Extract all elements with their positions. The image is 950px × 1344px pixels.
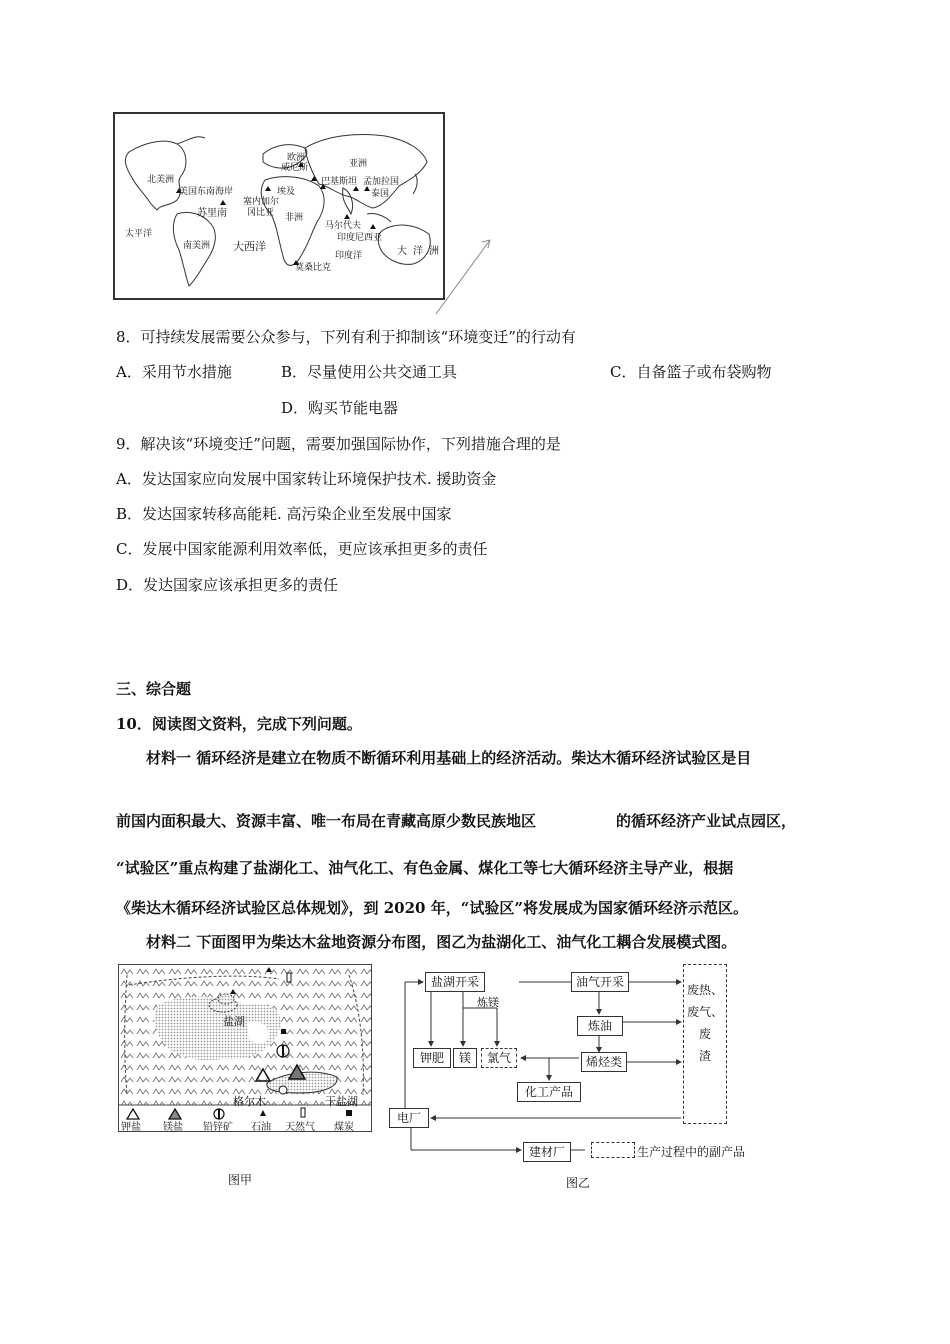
node-salt-mining: 盐湖开采: [425, 972, 485, 992]
material-1-line-3: “试验区”重点构建了盐湖化工、油气化工、有色金属、煤化工等七大循环经济主导产业，根据: [116, 859, 734, 877]
q8-option-c[interactable]: C．自备篮子或布袋购物: [610, 363, 772, 381]
label-indian-ocean: 印度洋: [335, 251, 363, 261]
label-asia: 亚洲: [349, 159, 368, 169]
legend-lead-zinc: 铅锌矿: [203, 1122, 233, 1132]
label-golmud: 格尔木: [233, 1095, 266, 1108]
q8-stem: 8．可持续发展需要公众参与，下列有利于抑制该“环境变迁”的行动有: [116, 328, 576, 346]
node-chem-products: 化工产品: [517, 1082, 581, 1102]
label-mg-smelting: 炼镁: [477, 996, 499, 1009]
q8-option-a[interactable]: A．采用节水措施: [116, 363, 232, 381]
q8-option-b[interactable]: B．尽量使用公共交通工具: [281, 363, 458, 381]
waste-line-3: 废: [698, 1027, 711, 1041]
figure-jia-caption: 图甲: [228, 1173, 253, 1187]
label-africa: 非洲: [285, 213, 304, 223]
waste-line-1: 废热、: [686, 983, 723, 997]
q9-stem: 9．解决该“环境变迁”问题，需要加强国际协作，下列措施合理的是: [116, 435, 561, 453]
section-3-title: 三、综合题: [116, 680, 192, 698]
label-venice: 威尼斯: [281, 163, 309, 173]
node-magnesium: 镁: [453, 1048, 477, 1068]
node-chlorine: 氯气: [481, 1048, 517, 1068]
world-map: [113, 112, 445, 300]
label-thailand: 泰国: [371, 189, 390, 199]
node-refining: 炼油: [577, 1016, 623, 1036]
label-europe: 欧洲: [287, 153, 306, 163]
node-olefins: 烯烃类: [581, 1052, 627, 1072]
figure-yi: [385, 962, 785, 1172]
label-gambia: 冈比亚: [247, 208, 275, 218]
node-building-materials: 建材厂: [523, 1142, 571, 1162]
label-pakistan: 巴基斯坦: [321, 177, 358, 187]
node-waste: [683, 964, 727, 1124]
label-south-america: 南美洲: [183, 241, 211, 251]
material-1-line-1: 材料一 循环经济是建立在物质不断循环利用基础上的经济活动。柴达木循环经济试验区是目: [146, 749, 752, 767]
label-salt-lake: 盐湖: [223, 1015, 245, 1028]
waste-line-4: 渣: [698, 1049, 711, 1063]
material-1-line-2a: 前国内面积最大、资源丰富、唯一布局在青藏高原少数民族地区: [116, 812, 537, 830]
label-egypt: 埃及: [277, 187, 296, 197]
legend-natural-gas: 天然气: [285, 1122, 315, 1132]
legend-coal: 煤炭: [334, 1122, 354, 1132]
node-oil-gas: 油气开采: [571, 972, 629, 992]
crop-line: [434, 236, 494, 316]
q10-stem: 10．阅读图文资料，完成下列问题。: [116, 715, 362, 733]
waste-line-2: 废气、: [686, 1005, 723, 1019]
figure-jia: [118, 964, 372, 1132]
label-mozambique: 莫桑比克: [295, 263, 332, 273]
label-suriname: 苏里南: [197, 208, 227, 219]
label-us-se-coast: 美国东南海岸: [179, 187, 234, 197]
material-2: 材料二 下面图甲为柴达木盆地资源分布图，图乙为盐湖化工、油气化工耦合发展模式图。: [146, 933, 737, 951]
legend-magnesium-salt: 镁盐: [163, 1122, 183, 1132]
q9-option-b[interactable]: B．发达国家转移高能耗. 高污染企业至发展中国家: [116, 505, 452, 523]
q9-option-a[interactable]: A．发达国家应向发展中国家转让环境保护技术. 援助资金: [116, 470, 497, 488]
legend-potassium-salt: 钾盐: [121, 1122, 141, 1132]
q8-option-d[interactable]: D．购买节能电器: [281, 399, 399, 417]
label-senegal: 塞内加尔: [243, 197, 280, 207]
legend-byproduct-label: 生产过程中的副产品: [637, 1145, 746, 1159]
label-pacific: 太平洋: [125, 229, 153, 239]
material-1-line-2b: 的循环经济产业试点园区，: [616, 812, 797, 830]
q9-option-c[interactable]: C．发展中国家能源利用效率低，更应该承担更多的责任: [116, 540, 488, 558]
node-power-plant: 电厂: [389, 1108, 429, 1128]
label-north-america: 北美洲: [147, 175, 175, 185]
label-bangladesh: 孟加拉国: [363, 177, 400, 187]
legend-oil: 石油: [251, 1122, 271, 1132]
node-potash: 钾肥: [413, 1048, 451, 1068]
figure-yi-caption: 图乙: [566, 1176, 591, 1190]
label-gan-salt-lake: 干盐湖: [325, 1095, 358, 1108]
label-indonesia: 印度尼西亚: [337, 233, 383, 243]
label-atlantic: 大西洋: [233, 240, 266, 253]
label-oceania: 大洋洲: [397, 246, 445, 257]
q9-option-d[interactable]: D．发达国家应该承担更多的责任: [116, 576, 339, 594]
legend-byproduct-box: [591, 1142, 635, 1158]
material-1-line-4: 《柴达木循环经济试验区总体规划》，到 2020 年，“试验区”将发展成为国家循环经济示范区。: [116, 899, 748, 917]
label-maldives: 马尔代夫: [325, 221, 362, 231]
